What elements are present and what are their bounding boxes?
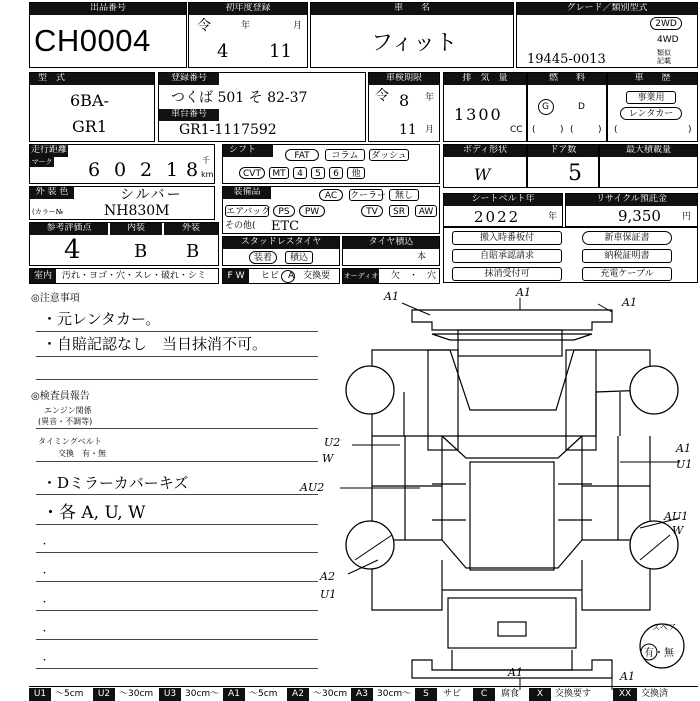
legend-code: C: [473, 688, 495, 701]
drive-4wd: 4WD: [657, 35, 679, 45]
tire-load-label: タイヤ積込: [343, 237, 439, 249]
score-label: 参考評価点: [30, 223, 108, 235]
engine-sub: (異音・不調等): [38, 417, 93, 426]
legend-code: A1: [223, 688, 245, 701]
interior-score-value: B: [134, 241, 148, 262]
damage-mark: A1: [620, 670, 635, 683]
damage-mark: W: [322, 452, 334, 465]
shift-floor-at: FAT: [285, 149, 319, 161]
legend-code: X: [529, 688, 551, 701]
timing-value: 交換 有・無: [58, 449, 106, 458]
legend-bar: [29, 686, 698, 701]
legend-text: 〜30cm: [313, 689, 348, 699]
exterior-score-label: 外装: [164, 223, 218, 235]
model-line1: 6BA-: [70, 91, 109, 110]
first-registration-label: 初年度登録: [189, 3, 307, 15]
equip-none: 無し: [389, 189, 419, 201]
mileage-digit-4: 1: [166, 159, 179, 181]
fuel-diesel: D: [578, 102, 585, 112]
legend-code: A2: [287, 688, 309, 701]
inspector-label: ◎検査員報告: [31, 391, 90, 402]
mileage-unit-km: km: [201, 170, 214, 179]
legend-text: 〜5cm: [249, 689, 278, 699]
mileage-label: 走行距離: [30, 145, 67, 155]
legend-code: S: [415, 688, 437, 701]
color-value: シルバー: [120, 187, 183, 203]
legend-text: サビ: [443, 689, 462, 699]
mileage-mark: マーク: [31, 158, 53, 166]
usage-paren-open: (: [614, 125, 618, 135]
equipment-label: 装備品: [223, 187, 271, 199]
score-value: 4: [64, 235, 81, 265]
car-name: フィット: [371, 31, 458, 56]
interior-condition-label: 室内: [30, 269, 56, 283]
inspection-era: 令: [375, 88, 389, 104]
equip-other-label: その他(: [225, 221, 256, 231]
studless-loaded: 積込: [285, 251, 313, 264]
seatbelt-unit: 年: [548, 212, 558, 222]
fuel-paren-close-1: ): [560, 125, 564, 135]
usage-paren-close: ): [688, 125, 692, 135]
damage-mark: AU1: [664, 510, 689, 523]
color-label: 外 装 色: [30, 187, 74, 199]
fuel-paren-open-1: (: [532, 125, 536, 135]
exterior-score-value: B: [186, 241, 200, 262]
shift-column: コラム: [325, 149, 365, 161]
color-code: NH830M: [104, 203, 170, 219]
spare-value: 有・無: [644, 648, 674, 659]
drive-2wd: 2WD: [650, 17, 682, 30]
legend-code: U1: [29, 688, 51, 701]
audio-label: オーディオ: [343, 269, 379, 283]
shift-label: シフト: [223, 145, 273, 157]
equip-cooler: クーラー: [350, 191, 387, 201]
damage-mark: U1: [320, 588, 337, 601]
usage-rental: レンタカー: [620, 107, 682, 120]
legend-text: 交換済: [641, 689, 669, 699]
displacement-label: 排 気 量: [444, 73, 526, 85]
doc-new-car-warranty: 新車保証書: [582, 231, 672, 245]
recycle-value: 9,350: [618, 207, 661, 225]
mileage-digit-1: 6: [88, 159, 101, 181]
equip-sr: SR: [389, 205, 409, 217]
body-type-label: ボディ形状: [444, 145, 526, 157]
inspection-year-unit: 年: [425, 93, 435, 103]
legend-text: 腐食: [501, 689, 520, 699]
damage-mark: U1: [676, 458, 693, 471]
color-code-label: (カラー№: [32, 208, 64, 216]
timing-label: タイミングベルト: [38, 437, 102, 446]
equip-tv: TV: [361, 205, 383, 217]
caution-line-2: ・自賠記認なし 当日抹消不可。: [42, 335, 268, 353]
damage-mark: AU2: [300, 481, 325, 494]
legend-text: 〜5cm: [55, 689, 84, 699]
inspection-month-unit: 月: [425, 125, 435, 135]
inspector-line-2: ・各 A, U, W: [42, 503, 146, 523]
fuel-gasoline: G: [542, 102, 549, 112]
audio-items: 欠 ・ 穴: [391, 271, 437, 281]
doc-transport-plate: 搬入時番板付: [452, 231, 562, 245]
doc-cancellation: 抹消受付可: [452, 267, 562, 281]
equip-airbag: エアバッグ: [226, 207, 271, 217]
model-label: 型 式: [30, 73, 154, 85]
legend-text: 〜30cm: [119, 689, 154, 699]
shift-5: 5: [311, 167, 325, 179]
interior-condition-items: 汚れ・ヨゴ・穴・スレ・破れ・シミ: [62, 271, 207, 281]
caution-label: ◎注意事項: [31, 293, 80, 304]
mileage-digit-2: 0: [114, 159, 127, 181]
first-registration-year: 4: [217, 41, 229, 62]
registration-number: つくば 501 そ 82-37: [171, 90, 308, 106]
chassis-number: GR1-1117592: [179, 122, 277, 138]
drive-other: 類似 記載: [657, 49, 671, 65]
shift-mt: MT: [269, 167, 289, 179]
usage-label: 車 歴: [608, 73, 697, 85]
blank-bullet: ・: [40, 627, 50, 637]
doc-insurance-request: 自賠承認請求: [452, 249, 562, 263]
fw-items: ヒビ A 交換要: [261, 271, 331, 281]
legend-text: 交換要す: [555, 689, 592, 699]
doc-charging-cable: 充電ケーブル: [582, 267, 672, 281]
inspection-month: 11: [399, 122, 417, 138]
shift-other: 他: [347, 167, 365, 179]
legend-text: 30cm〜: [377, 689, 412, 699]
damage-mark: A1: [384, 290, 399, 303]
equip-ac: AC: [319, 189, 343, 201]
grade-value: 19445-0013: [527, 52, 606, 67]
blank-bullet: ・: [40, 656, 50, 666]
lot-number: CH0004: [34, 23, 151, 58]
legend-code: U3: [159, 688, 181, 701]
year-unit: 年: [241, 21, 251, 31]
legend-text: 30cm〜: [185, 689, 220, 699]
equip-aw: AW: [415, 205, 437, 217]
seatbelt-label: シートベルト年: [444, 194, 562, 206]
equip-ps: PS: [273, 205, 295, 217]
fuel-paren-open-2: (: [570, 125, 574, 135]
era-label: 令: [197, 18, 211, 34]
recycle-unit: 円: [682, 212, 692, 222]
studless-label: スタッドレスタイヤ: [223, 237, 339, 249]
damage-mark: A1: [622, 296, 637, 309]
equip-other-value: ETC: [271, 219, 300, 234]
damage-mark: A2: [320, 570, 335, 583]
mileage-digit-3: 2: [140, 159, 153, 181]
caution-line-1: ・元レンタカー。: [42, 310, 161, 328]
equip-pw: PW: [299, 205, 325, 217]
registration-label: 登録番号: [159, 73, 219, 85]
shift-4: 4: [293, 167, 307, 179]
shift-cvt: CVT: [239, 167, 265, 179]
tire-load-unit: 本: [417, 252, 427, 262]
first-registration-month: 11: [269, 41, 292, 62]
engine-label: エンジン関係: [44, 406, 92, 415]
damage-mark: A1: [676, 442, 691, 455]
studless-mounted: 装着: [249, 251, 277, 264]
legend-code: A3: [351, 688, 373, 701]
damage-mark: A1: [508, 666, 523, 679]
inspection-year: 8: [399, 91, 410, 110]
legend-code: U2: [93, 688, 115, 701]
model-line2: GR1: [72, 117, 108, 136]
shift-dash: ダッシュ: [369, 149, 409, 161]
interior-score-label: 内装: [110, 223, 162, 235]
usage-commercial: 事業用: [626, 91, 676, 104]
fw-label: F W: [223, 269, 249, 283]
month-unit: 月: [293, 21, 303, 31]
car-name-label: 車 名: [311, 3, 513, 15]
capacity-label: 最大積載量: [600, 145, 697, 157]
damage-mark: U2: [324, 436, 341, 449]
inspection-label: 車検期限: [369, 73, 439, 85]
spare-label: スペア: [652, 623, 676, 632]
doc-tax-certificate: 納税証明書: [582, 249, 672, 263]
mileage-digit-5: 8: [186, 159, 199, 181]
doors-label: ドア数: [528, 145, 598, 157]
blank-bullet: ・: [40, 540, 50, 550]
damage-mark: W: [672, 524, 684, 537]
fuel-paren-close-2: ): [598, 125, 602, 135]
lot-number-label: 出品番号: [30, 3, 186, 15]
fuel-label: 燃 料: [528, 73, 606, 85]
doors-value: 5: [568, 161, 582, 186]
displacement-unit: CC: [510, 125, 523, 135]
seatbelt-value: 2022: [474, 208, 521, 226]
chassis-label: 車台番号: [159, 109, 219, 121]
recycle-label: リサイクル預託金: [566, 194, 697, 206]
mileage-unit-thousand: 千: [202, 156, 210, 165]
displacement-value: 1300: [454, 105, 503, 124]
damage-mark: A1: [516, 286, 531, 299]
shift-6: 6: [329, 167, 343, 179]
blank-bullet: ・: [40, 598, 50, 608]
inspector-line-1: ・Dミラーカバーキズ: [42, 474, 189, 492]
blank-bullet: ・: [40, 569, 50, 579]
legend-code: XX: [613, 688, 637, 701]
body-type-value: W: [474, 165, 491, 184]
grade-label: グレード／類別型式: [517, 3, 697, 15]
